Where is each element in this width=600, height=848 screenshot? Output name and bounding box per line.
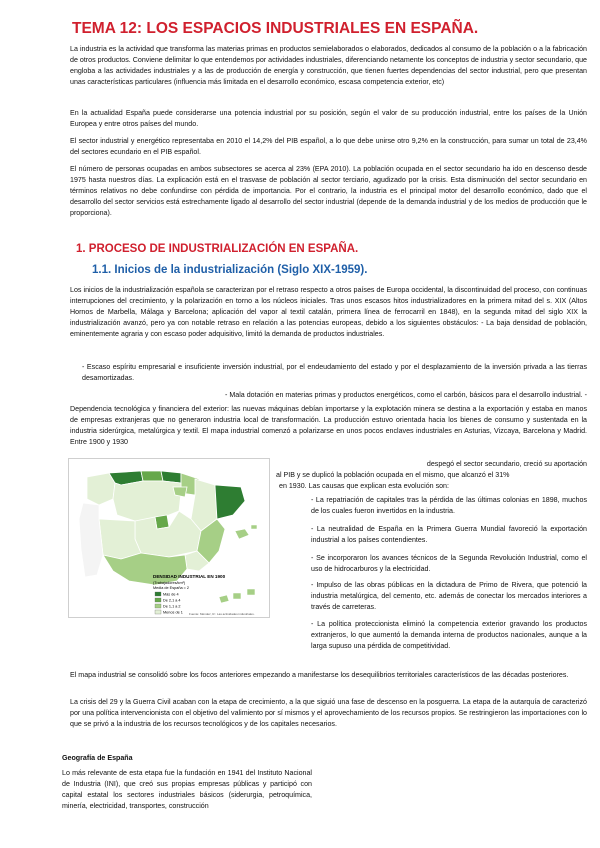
legend-subtitle: Media de España = 2	[153, 586, 189, 590]
legend-item-3: De 1,1 a 2	[163, 604, 181, 609]
obstacle-1: - Escaso espíritu empresarial e insuficiente inversión industrial, por el endeudamiento del estado y por el desplazamiento de la inversión privada a las tierras desamortizadas.	[82, 363, 587, 382]
crisis-paragraph: La crisis del 29 y la Guerra Civil acaban con la etapa de crecimiento, a la que siguió una fase de descenso en la posguerra. La etapa de la autarquía de caracterizó por una política intervencionista con el objetivo del valimiento por sí mismos y el aprovechamiento de los recursos propios. Se restringieron las importaciones con lo que se privó a la industria de los recursos tecnológicos y de los capitales necesarios.	[70, 698, 587, 728]
legend-item-4: Menos de 1	[163, 610, 183, 615]
intro-paragraph-1: La industria es la actividad que transforma las materias primas en productos semielaborados o elaborados, dedicados al consumo de la población o a la fabricación de otros productos. Conviene delimitar lo que entendemos por actividades industriales, diferenciando netamente los conceptos de industria y sector secundario, que engloba a las actividades industriales y a las de producción de energía y construcción, que tienen fuertes dependencias del sector industrial, pero que presentan unas características particulares (influencia más limitada en el desarrollo económico, escasa competencia exterior, etc)	[70, 45, 587, 86]
map-source: Fuente: Méndez, R.: Las actividades industriales.	[189, 612, 255, 616]
ini-paragraph: Lo más relevante de esta etapa fue la fundación en 1941 del Instituto Nacional de Industria (INI), que creó sus propias empresas públicas y participó con capital estatal los sectores industriales básicos (siderurgia, petroquímica, minería, electricidad, transportes, construcción	[62, 769, 312, 810]
legend-title: DENSIDAD INDUSTRIAL EN 1900	[153, 574, 226, 579]
industrial-density-map	[68, 458, 270, 618]
map-region-extremadura	[99, 519, 141, 559]
legend-item-1: Más de 4	[163, 592, 179, 597]
legend-swatch-1	[155, 592, 161, 596]
cause-2: - La neutralidad de España en la Primera Guerra Mundial favoreció la exportación industrial a los países contendientes.	[311, 525, 587, 544]
map-region-madrid	[155, 515, 169, 529]
intro-paragraph-4: El número de personas ocupadas en ambos subsectores se acerca al 23% (EPA 2010). La población ocupada en el sector secundario ha ido en descenso desde 1975 hasta nuestros días. La explicación está en el trasvase de población al sector terciario, agudizado por la crisis. Esta disminución del sector secundario en términos relativos no debe confundirse con pérdida de importancia. Por el contrario, la industria es el principal motor del desarrollo económico, dado que el desarrollo del sector servicios está estrechamente ligado al desarrollo del sector industrial (depende de la demanda industrial y de los medios de producción que le proporciona).	[70, 165, 587, 217]
page-title: TEMA 12: LOS ESPACIOS INDUSTRIALES EN ESPAÑA.	[72, 20, 479, 37]
cause-1: - La repatriación de capitales tras la pérdida de las últimas colonias en 1898, muchos de los cuales fueron invertidos en la industria.	[311, 496, 587, 515]
map-graphic	[69, 459, 269, 617]
cause-3: - Se incorporaron los avances técnicos de la Segunda Revolución Industrial, como el uso de hidrocarburos y la electricidad.	[311, 554, 587, 573]
legend-swatch-3	[155, 604, 161, 608]
section-heading-1: 1. PROCESO DE INDUSTRIALIZACIÓN EN ESPAÑA.	[76, 243, 359, 255]
growth-line-3: en 1930. Las causas que explican esta evolución son:	[279, 482, 449, 490]
legend-item-2: De 2,1 a 4	[163, 598, 181, 603]
obstacle-2: - Mala dotación en materias primas y productos energéticos, como el carbón, básicos para el desarrollo industrial. -	[225, 391, 587, 399]
growth-line-2: al PIB y se duplicó la población ocupada en el mismo, que alcanzó el 31%	[276, 471, 510, 479]
map-region-galicia	[87, 473, 115, 505]
legend-swatch-2	[155, 598, 161, 602]
map-region-cantabria	[141, 471, 163, 481]
industrial-map-paragraph: El mapa industrial se consolidó sobre los focos anteriores empezando a manifestarse los desequilibrios territoriales característicos de las décadas posteriores.	[70, 671, 569, 679]
section-heading-1-1: 1.1. Inicios de la industrialización (Siglo XIX-1959).	[92, 264, 368, 276]
footer-label: Geografía de España	[62, 754, 133, 762]
growth-line-1: despegó el sector secundario, creció su aportación	[426, 460, 587, 468]
cause-4: - Impulso de las obras públicas en la dictadura de Primo de Rivera, que potenció la industria metalúrgica, del cemento, etc. además de conectar los mercados interiores a través de carreteras.	[311, 581, 587, 611]
intro-paragraph-3: El sector industrial y energético representaba en 2010 el 14,2% del PIB español, a lo que debe unirse otro 9,2% en la construcción, para sumar un total de 23,4% del sectores ecundario en el PIB español.	[70, 137, 587, 156]
cause-5: - La política proteccionista eliminó la competencia exterior gravando los productos extranjeros, lo que aumentó la demanda interna de productos nacionales, aunque a la larga supuso una pérdida de competitividad.	[311, 620, 587, 650]
legend-swatch-4	[155, 610, 161, 614]
obstacle-3: Dependencia tecnológica y financiera del exterior: las nuevas máquinas debían importarse y la explotación minera se destina a la exportación y estaba en manos de empresas extranjeras que no generaron industria local de transformación. La producción estuvo orientada hacia los bienes de consumo y sustentada en la industria siderúrgica, metalúrgica y textil. El mapa industrial comenzó a polarizarse en unos pocos enclaves industriales en Asturias, Vizcaya, Barcelona y Madrid. Entre 1900 y 1930	[70, 405, 587, 446]
origins-paragraph: Los inicios de la industrialización española se caracterizan por el retraso respecto a otros países de Europa occidental, la discontinuidad del proceso, con continuas interrupciones del crecimiento, y la polarización en torno a los núcleos iniciales. Tras unos escasos hitos industrializadores en la primera mitad del s. XIX (Altos Hornos de Marbella, Málaga y Barcelona; aplicación del vapor al textil catalán, primera línea de ferrocarril en 1848), en la segunda mitad del siglo XIX la industrialización avanzó, pero ya con notable retraso en relación a las potencias europeas, debido a los siguientes obstáculos: - La baja densidad de población, eminentemente agraria y con escaso poder adquisitivo, limitó la demanda de productos industriales.	[70, 286, 587, 338]
intro-paragraph-2: En la actualidad España puede considerarse una potencia industrial por su posición, según el valor de su producción industrial, entre los países de la Unión Europea y entre otros países del mundo.	[70, 109, 587, 128]
legend-units: (Trabajadores/km²)	[153, 581, 186, 585]
